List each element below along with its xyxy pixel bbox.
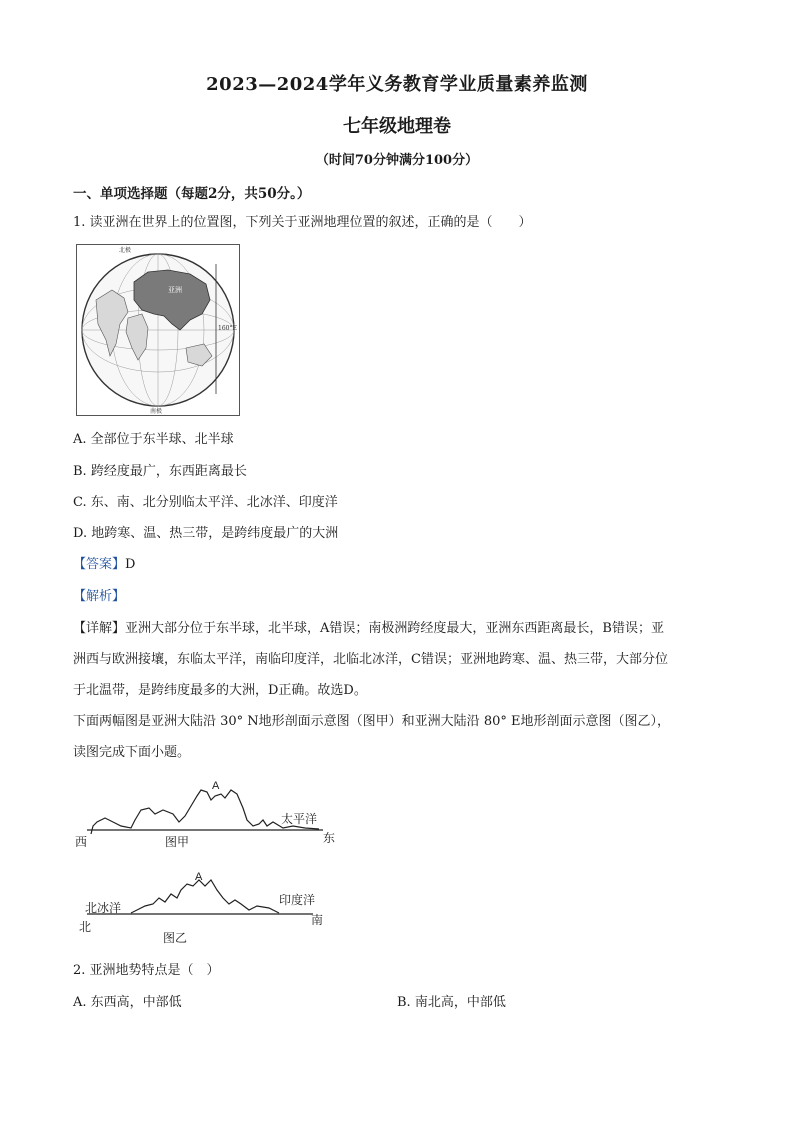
yi-caption: 图乙	[163, 931, 188, 945]
q1-detail-line-3: 于北温带，是跨纬度最多的大洲，D正确。故选D。	[73, 683, 367, 698]
jia-caption: 图甲	[165, 835, 190, 849]
q1-detail-line-1	[73, 620, 664, 638]
group-intro-line-1: 下面两幅图是亚洲大陆沿 30° N地形剖面示意图（图甲）和亚洲大陆沿 80° E地形剖面示意图（图乙），	[73, 714, 670, 729]
q1-option-a: A. 全部位于东半球、北半球	[73, 432, 234, 447]
q1-detail-line-2: 洲西与欧洲接壤，东临太平洋，南临印度洋，北临北冰洋，C错误；亚洲地跨寒、温、热三带，大部分位	[73, 652, 668, 667]
q1-analysis-tag	[73, 588, 125, 606]
yi-ocean-left-label: 北冰洋	[85, 901, 122, 915]
jia-east-label: 东	[323, 831, 336, 845]
q2-option-a: A. 东西高，中部低	[73, 995, 182, 1010]
profile-yi	[79, 871, 323, 945]
analysis-tag: 【解析】	[73, 589, 126, 604]
detail-text-1: 亚洲大部分位于东半球，北半球，A错误；南极洲跨经度最大，亚洲东西距离最长，B错误；亚	[125, 621, 664, 636]
exam-subtitle: 七年级地理卷	[343, 116, 451, 137]
profile-jia	[75, 780, 335, 849]
terrain-profiles	[73, 776, 345, 946]
meridian-label: 160°E	[218, 325, 237, 332]
yi-ocean-right-label: 印度洋	[279, 893, 316, 907]
north-pole-label: 北极	[119, 247, 132, 254]
q2-option-b: B. 南北高，中部低	[397, 995, 506, 1010]
q1-stem: 1. 读亚洲在世界上的位置图，下列关于亚洲地理位置的叙述，正确的是（ ）	[73, 215, 532, 230]
yi-peak-label: A	[195, 871, 203, 883]
q2-stem: 2. 亚洲地势特点是（ ）	[73, 963, 220, 978]
jia-peak-label: A	[212, 780, 220, 792]
jia-west-label: 西	[75, 835, 88, 849]
answer-value: D	[125, 557, 136, 572]
q1-option-b: B. 跨经度最广，东西距离最长	[73, 464, 247, 479]
q1-option-d: D. 地跨寒、温、热三带，是跨纬度最广的大洲	[73, 526, 339, 541]
section-heading: 一、单项选择题（每题2分，共50分。）	[73, 186, 311, 202]
group-intro-line-2: 读图完成下面小题。	[73, 745, 191, 760]
yi-south-label: 南	[311, 913, 324, 927]
asia-label: 亚洲	[168, 286, 182, 294]
south-pole-label: 南极	[150, 408, 163, 415]
asia-position-map	[76, 244, 240, 416]
q1-answer	[73, 556, 135, 574]
answer-tag: 【答案】	[73, 557, 126, 572]
jia-ocean-label: 太平洋	[281, 812, 318, 826]
exam-title: 2023—2024学年义务教育学业质量素养监测	[206, 74, 588, 95]
yi-north-label: 北	[79, 920, 92, 934]
q1-option-c: C. 东、南、北分别临太平洋、北冰洋、印度洋	[73, 495, 338, 510]
detail-tag: 【详解】	[73, 621, 126, 636]
exam-info: （时间70分钟满分100分）	[315, 153, 479, 168]
